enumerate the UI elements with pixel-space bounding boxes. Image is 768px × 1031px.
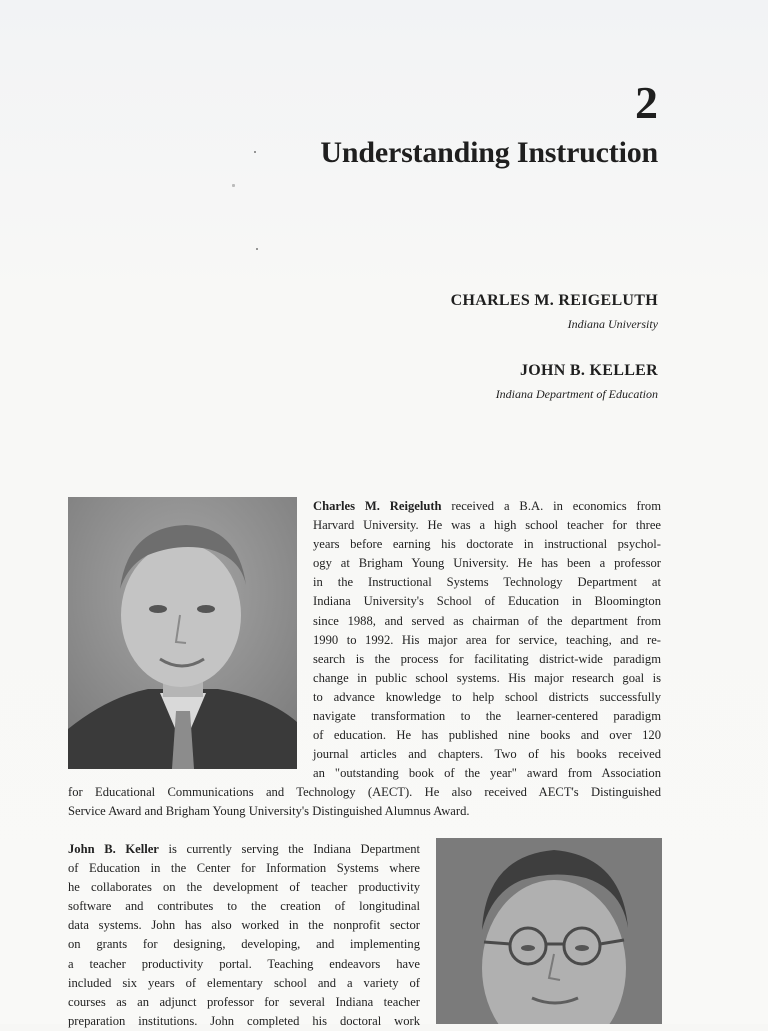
author-affiliation: Indiana University (567, 317, 658, 331)
bio-name: Charles M. Reigeluth (313, 499, 442, 513)
bio-line: navigate transformation to the learner-centered paradigm (313, 709, 661, 724)
author-affiliation: Indiana Department of Education (495, 387, 658, 401)
bio-line: Indiana University's School of Education in Bloomington (313, 594, 661, 609)
chapter-number: 2 (635, 77, 658, 128)
bio-line: 1990 to 1992. His major area for service, teaching, and re- (313, 632, 661, 647)
bio-line: in the Instructional Systems Technology Department at (313, 575, 661, 590)
bio-line: Charles M. Reigeluth received a B.A. in economics from (313, 499, 661, 513)
bio-line: of Education in the Center for Information Systems where (68, 861, 420, 876)
bio-line: search is the process for facilitating district-wide paradigm (313, 651, 661, 666)
bio-line: ogy at Brigham Young University. He has been a professor (313, 556, 661, 571)
bio-line: of education. He has published nine books and over 120 (313, 728, 661, 743)
bio-line: courses as an adjunct professor for several Indiana teacher (68, 994, 420, 1009)
bio-reigeluth-full-width (68, 783, 661, 821)
bio-line: Service Award and Brigham Young University's Distinguished Alumnus Award. (68, 804, 470, 819)
bio-line: years before earning his doctorate in instructional psychol- (313, 537, 661, 552)
bio-line: he collaborates on the development of teacher productivity (68, 880, 420, 895)
author-photo-reigeluth (68, 497, 297, 769)
author-photo-keller (436, 838, 662, 1024)
chapter-title: Understanding Instruction (320, 136, 658, 169)
bio-line: change in public school systems. His major research goal is (313, 670, 661, 685)
bio-line: preparation institutions. John completed his doctoral work (68, 1013, 420, 1028)
bio-line: a teacher productivity portal. Teaching endeavors have (68, 956, 420, 971)
bio-line: software and contributes to the creation of longitudinal (68, 899, 420, 914)
scan-speck (254, 151, 256, 153)
bio-line: journal articles and chapters. Two of his books received (313, 747, 661, 762)
bio-line: since 1988, and served as chairman of the department from (313, 613, 661, 628)
author-block-reigeluth (451, 292, 658, 332)
bio-keller (68, 840, 420, 1031)
bio-line: Harvard University. He was a high school teacher for three (313, 518, 661, 533)
bio-name: John B. Keller (68, 842, 159, 856)
author-name: CHARLES M. REIGELUTH (450, 292, 658, 309)
bio-line: for Educational Communications and Technology (AECT). He also received AECT's Distinguished (68, 785, 661, 799)
bio-line: John B. Keller is currently serving the Indiana Department (68, 842, 420, 856)
scan-speck (232, 184, 235, 187)
bio-line: to advance knowledge to help school districts successfully (313, 689, 661, 704)
author-name: JOHN B. KELLER (519, 362, 658, 379)
bio-line: data systems. John has also worked in the nonprofit sector (68, 918, 420, 933)
bio-line: on grants for designing, developing, and implementing (68, 937, 420, 952)
bio-line: included six years of elementary school and a variety of (68, 975, 420, 990)
scan-speck (256, 248, 258, 250)
bio-line: an "outstanding book of the year" award from Association (313, 766, 661, 781)
author-block-keller (496, 362, 658, 402)
bio-reigeluth-wrapped (313, 497, 661, 783)
